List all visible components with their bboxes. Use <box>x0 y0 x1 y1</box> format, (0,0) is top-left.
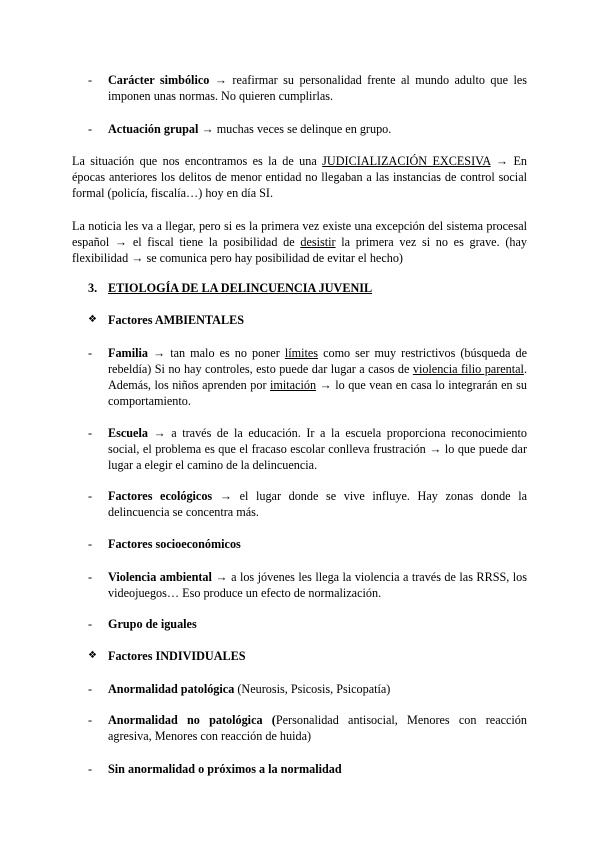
section-number: 3. <box>88 281 98 295</box>
paragraph-judicializacion <box>72 153 527 201</box>
paragraph-text: La noticia les va a llegar, pero si es la primera vez existe una excepción del sistema procesal español → el fiscal tiene la posibilidad de <box>72 219 527 249</box>
term: Violencia ambiental <box>108 570 212 584</box>
underlined-term: JUDICIALIZACIÓN EXCESIVA <box>322 154 491 168</box>
list-item-sin-anormalidad <box>108 761 527 777</box>
paragraph-noticia <box>72 218 527 266</box>
bullet-dash: - <box>88 762 93 776</box>
list-item-grupo-iguales <box>108 616 527 632</box>
diamond-bullet-icon: ❖ <box>88 314 97 325</box>
term: Carácter simbólico <box>108 73 210 87</box>
item-text: → a través de la educación. Ir a la escuela proporciona reconocimiento social, el problema es que el fracaso escolar conlleva frustración → lo que puede dar lugar a elegir el camino de la delincuencia. <box>108 426 527 472</box>
item-text: → reafirmar su personalidad frente al mundo adulto que les imponen unas normas. No quieren cumplirlas. <box>108 73 527 103</box>
bullet-dash: - <box>88 122 93 136</box>
bullet-dash: - <box>88 617 93 631</box>
item-text: → muchas veces se delinque en grupo. <box>198 122 392 136</box>
list-item-escuela <box>108 425 527 473</box>
subheading-ambientales: Factores AMBIENTALES <box>108 313 244 327</box>
item-text: → a los jóvenes les llega la violencia a través de las RRSS, los videojuegos… Eso produce un efecto de normalización. <box>108 570 527 600</box>
paragraph-text: → En épocas anteriores los delitos de menor entidad no llegaban a las instancias de control social formal (policía, fiscalía…) hoy en día SI. <box>72 154 528 200</box>
term: Grupo de iguales <box>108 617 197 631</box>
bullet-dash: - <box>88 73 93 87</box>
subheading-individuales: Factores INDIVIDUALES <box>108 649 246 663</box>
bullet-dash: - <box>88 570 93 584</box>
list-item-actuacion-grupal <box>108 121 527 137</box>
underlined-term: límites <box>284 346 319 360</box>
paragraph-text: La situación que nos encontramos es la de una <box>72 154 323 168</box>
item-text: → tan malo es no poner <box>147 346 285 360</box>
term: Factores ecológicos <box>108 489 213 503</box>
list-item-caracter-simbolico <box>108 72 527 104</box>
list-item-ecologicos <box>108 488 527 520</box>
item-text: . Además, los niños aprenden por <box>108 362 527 392</box>
term: Anormalidad no patológica ( <box>108 713 276 727</box>
list-item-anormalidad-patologica <box>108 681 527 697</box>
bullet-dash: - <box>88 537 93 551</box>
term: Familia <box>108 346 148 360</box>
bullet-dash: - <box>88 713 93 727</box>
underlined-term: violencia filio parental <box>412 362 524 376</box>
term: Anormalidad patológica <box>108 682 235 696</box>
item-text: Personalidad antisocial, Menores con reacción agresiva, Menores con reacción de huida) <box>108 713 527 743</box>
bullet-dash: - <box>88 489 93 503</box>
diamond-bullet-icon: ❖ <box>88 650 97 661</box>
bullet-dash: - <box>88 346 93 360</box>
item-text: → el lugar donde se vive influye. Hay zonas donde la delincuencia se concentra más. <box>108 489 527 519</box>
underlined-term: imitación <box>270 378 317 392</box>
item-text: como ser muy restrictivos (búsqueda de rebeldía) Si no hay controles, esto puede dar lugar a casos de <box>108 346 527 376</box>
list-item-familia <box>108 345 527 409</box>
term: Escuela <box>108 426 148 440</box>
list-item-socioeconomicos <box>108 536 527 552</box>
term: Sin anormalidad o próximos a la normalidad <box>108 762 342 776</box>
paragraph-text: la primera vez si no es grave. (hay flexibilidad → se comunica pero hay posibilidad de evitar el hecho) <box>72 235 527 265</box>
section-title: ETIOLOGÍA DE LA DELINCUENCIA JUVENIL <box>108 281 373 295</box>
underlined-term: desistir <box>300 235 336 249</box>
item-text: → lo que vean en casa lo integrarán en su comportamiento. <box>108 378 527 408</box>
list-item-anormalidad-no-patologica <box>108 712 527 744</box>
list-item-violencia-ambiental <box>108 569 527 601</box>
term: Factores socioeconómicos <box>108 537 241 551</box>
bullet-dash: - <box>88 682 93 696</box>
term: Actuación grupal <box>108 122 199 136</box>
item-text: (Neurosis, Psicosis, Psicopatía) <box>234 682 391 696</box>
bullet-dash: - <box>88 426 93 440</box>
